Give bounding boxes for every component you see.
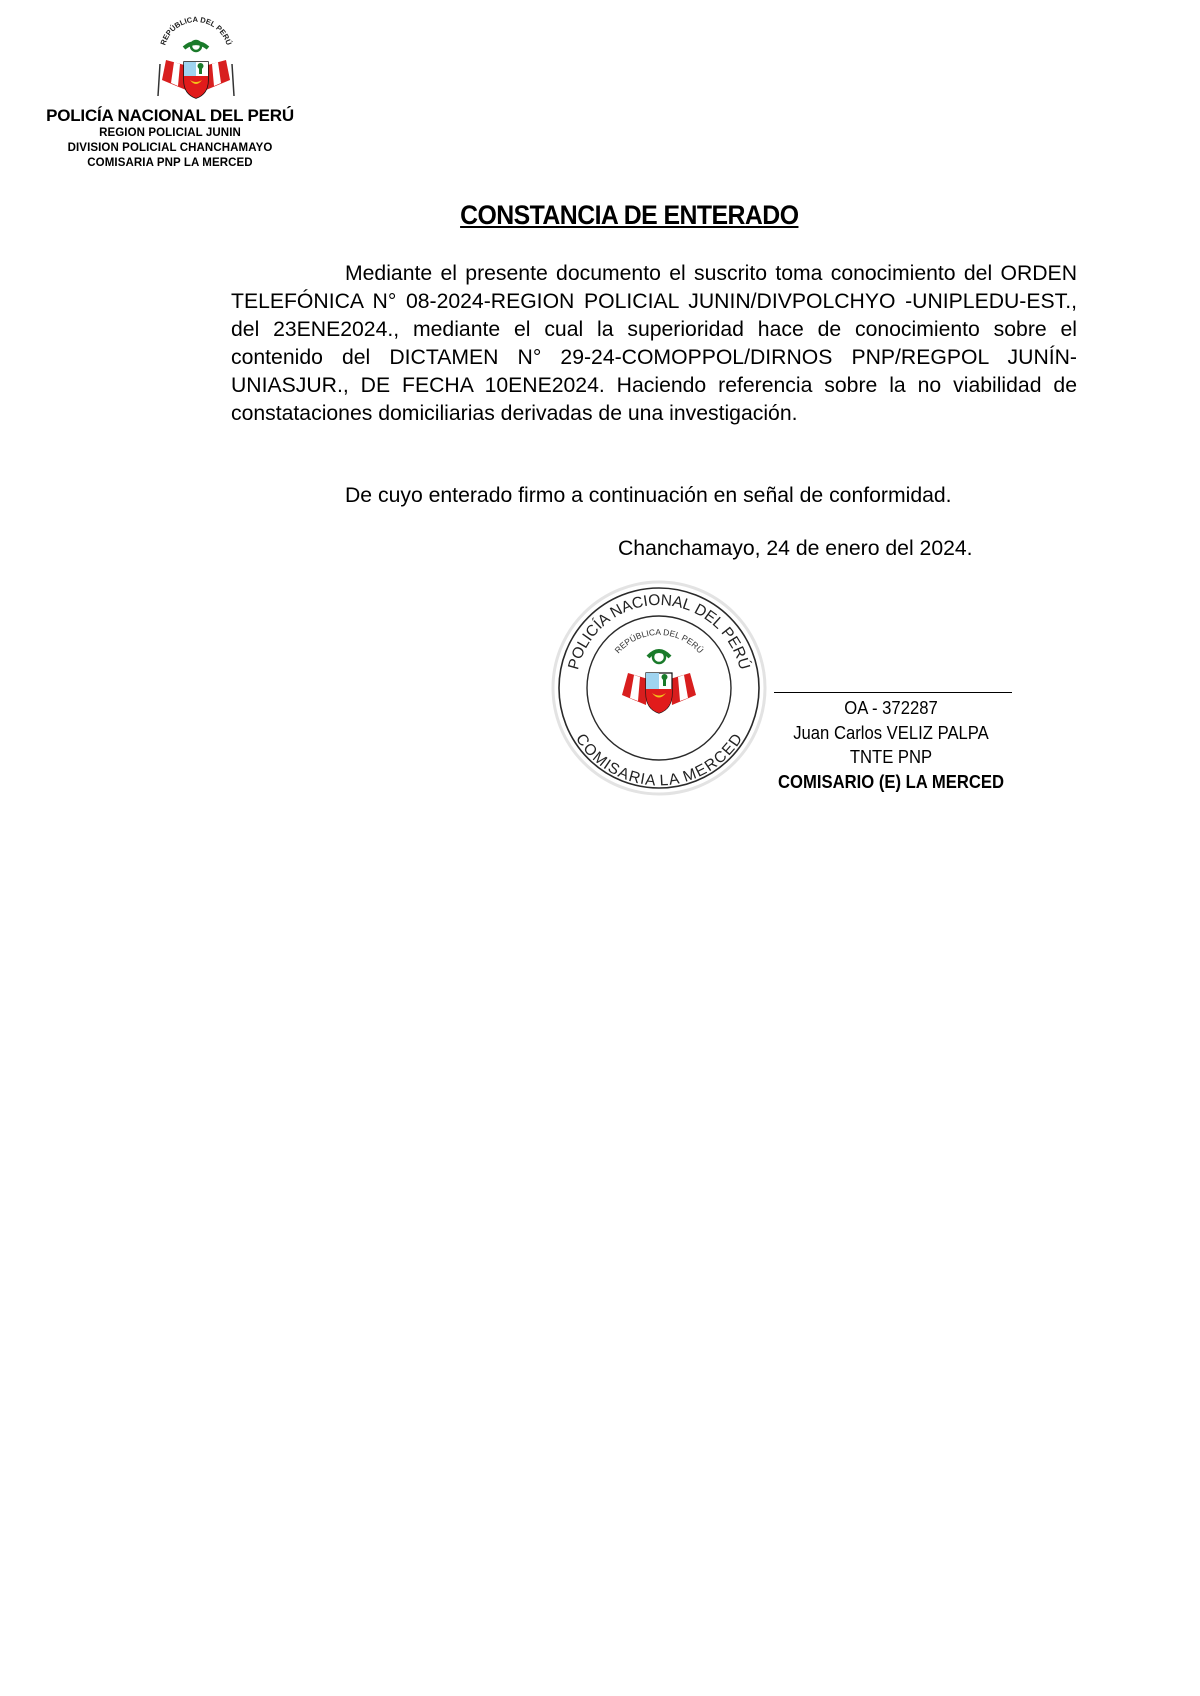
stamp-inner-text: REPÚBLICA DEL PERÚ <box>612 626 706 656</box>
place-and-date: Chanchamayo, 24 de enero del 2024. <box>618 537 973 560</box>
division-name: DIVISION POLICIAL CHANCHAMAYO <box>67 142 273 154</box>
institution-name: POLICÍA NACIONAL DEL PERÚ <box>46 106 294 125</box>
police-seal-stamp <box>548 577 770 799</box>
emblem-arc-text: REPÚBLICA DEL PERÚ <box>158 14 234 47</box>
region-name: REGION POLICIAL JUNIN <box>99 127 241 139</box>
signer-position: COMISARIO (E) LA MERCED <box>777 770 1005 792</box>
stamp-outer-bottom-text: COMISARIA LA MERCED <box>572 730 746 790</box>
signer-rank: TNTE PNP <box>849 746 933 767</box>
body-paragraph-2: De cuyo enterado firmo a continuación en señal de conformidad. <box>345 484 952 507</box>
comisaria-name: COMISARIA PNP LA MERCED <box>87 157 253 169</box>
body-paragraph-1: Mediante el presente documento el suscrito toma conocimiento del ORDEN TELEFÓNICA N° 08-2024-REGION POLICIAL JUNIN/DIVPOLCHYO -UNIPLEDU-EST., del 23ENE2024., mediante el cual la superioridad hace de conocimiento sobre el contenido del DICTAMEN N° 29-24-COMOPPOL/DIRNOS PNP/REGPOL JUNÍN-UNIASJUR., DE FECHA 10ENE2024. Haciendo referencia sobre la no viabilidad de constataciones domiciliarias derivadas de una investigación. <box>231 262 1077 425</box>
document-title: CONSTANCIA DE ENTERADO <box>460 200 799 230</box>
signer-name: Juan Carlos VELIZ PALPA <box>793 721 989 743</box>
peru-coat-of-arms-icon <box>136 14 254 114</box>
signature-block <box>773 696 1009 794</box>
signer-id: OA - 372287 <box>844 697 938 718</box>
stamp-outer-top-text: POLICÍA NACIONAL DEL PERÚ <box>565 591 753 672</box>
signature-line <box>774 692 1012 693</box>
letterhead <box>40 14 310 174</box>
